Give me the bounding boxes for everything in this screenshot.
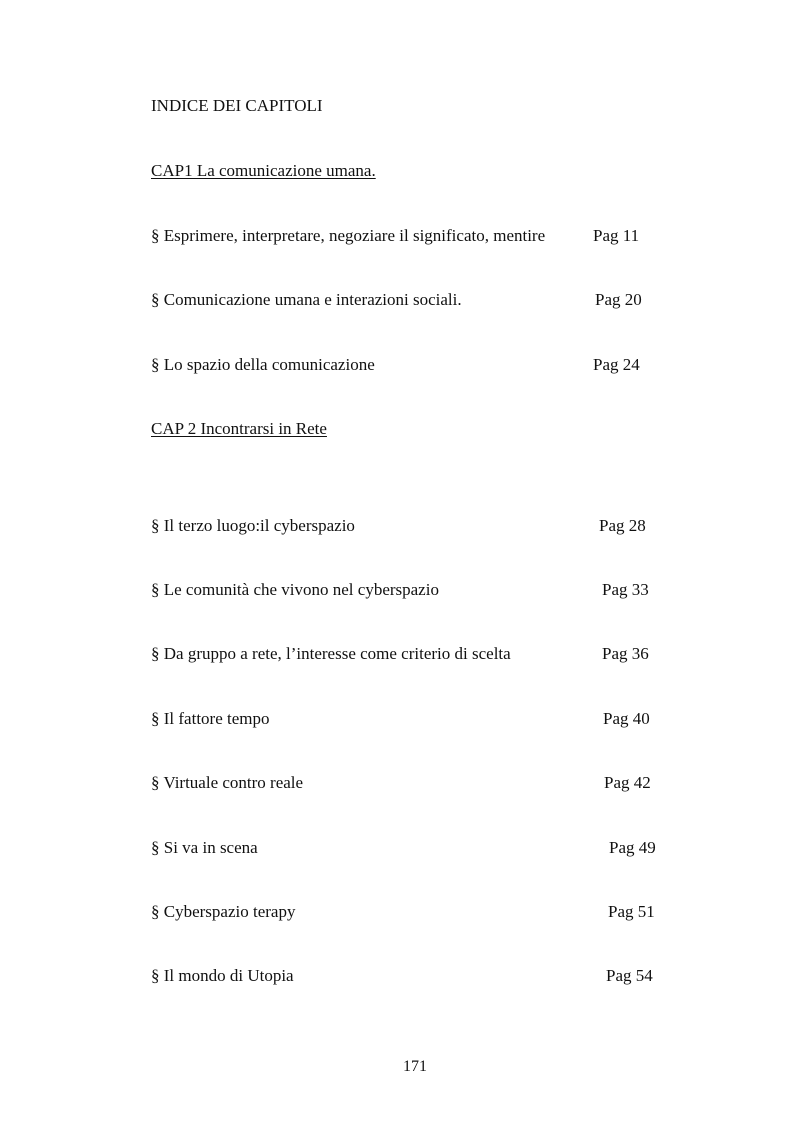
toc-entry-page: Pag 20 (595, 290, 642, 309)
toc-entry-page: Pag 36 (602, 644, 649, 663)
toc-entry: § Comunicazione umana e interazioni sociali. (151, 290, 462, 309)
toc-entry-page: Pag 24 (593, 355, 640, 374)
toc-entry: § Il mondo di Utopia (151, 966, 294, 985)
toc-entry: § Si va in scena (151, 838, 258, 857)
toc-entry: § Da gruppo a rete, l’interesse come criterio di scelta (151, 644, 511, 663)
toc-entry-page: Pag 40 (603, 709, 650, 728)
toc-entry-page: Pag 54 (606, 966, 653, 985)
chapter-heading: CAP 2 Incontrarsi in Rete (151, 419, 327, 438)
toc-entry-page: Pag 42 (604, 773, 651, 792)
toc-entry: § Virtuale contro reale (151, 773, 304, 792)
toc-entry: § Le comunità che vivono nel cyberspazio (151, 580, 439, 599)
chapter-heading: CAP1 La comunicazione umana. (151, 161, 376, 180)
page-number: 171 (403, 1058, 427, 1075)
toc-entry-page: Pag 33 (602, 580, 649, 599)
toc-entry-page: Pag 11 (593, 226, 640, 245)
toc-entry: § Cyberspazio terapy (151, 902, 296, 921)
toc-entry-page: Pag 49 (609, 838, 656, 857)
toc-entry: § Esprimere, interpretare, negoziare il significato, mentire (151, 226, 546, 245)
toc-entry: § Il terzo luogo:il cyberspazio (151, 516, 355, 535)
toc-entry: § Il fattore tempo (151, 709, 270, 728)
toc-entry: § Lo spazio della comunicazione (151, 355, 375, 374)
toc-entry-page: Pag 28 (599, 516, 646, 535)
toc-entry-page: Pag 51 (608, 902, 655, 921)
toc-title: INDICE DEI CAPITOLI (151, 96, 323, 115)
